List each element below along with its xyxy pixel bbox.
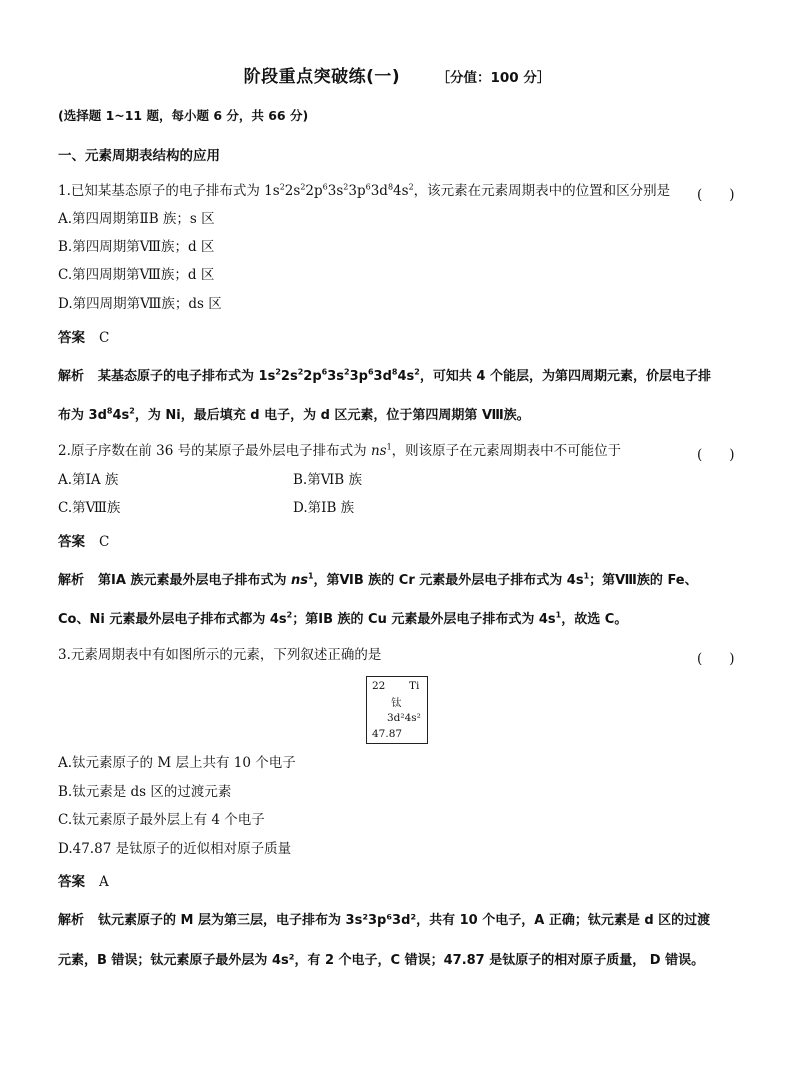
question-2-option-c: C.第Ⅷ族 (58, 500, 121, 516)
question-3-answer: 答案 A (58, 874, 109, 890)
page-title: 阶段重点突破练(一) (243, 67, 401, 87)
question-2-analysis-line-2: Co、Ni 元素最外层电子排布式都为 $4s^2$；第ⅠB 族的 Cu 元素最外层电子排布式为 $4s^1$，故选 C。 (58, 610, 628, 627)
question-2-option-a: A.第ⅠA 族 (58, 472, 119, 488)
question-1-answer: 答案 C (58, 330, 110, 346)
question-2-option-b: B.第ⅥB 族 (293, 472, 363, 488)
section-heading: 一、元素周期表结构的应用 (58, 148, 220, 164)
element-atomic-number: 22 (372, 680, 386, 692)
element-name: 钛 (391, 697, 402, 709)
question-2-answer-blank: ( ) (697, 447, 735, 463)
question-3-answer-blank: ( ) (697, 651, 735, 667)
question-1-option-a: A.第四周期第ⅡB 族；s 区 (58, 211, 215, 227)
instructions-note: (选择题 1~11 题，每小题 6 分，共 66 分) (58, 108, 309, 123)
question-3-option-c: C.钛元素原子最外层上有 4 个电子 (58, 812, 265, 828)
question-1-answer-blank: ( ) (697, 187, 735, 203)
question-1-analysis-line-2: 布为 $3d^84s^2$，为 Ni，最后填充 d 电子，为 d 区元素，位于第四周期第 Ⅷ族。 (58, 406, 530, 423)
question-3-analysis-line-1: 解析 钛元素原子的 M 层为第三层，电子排布为 3s²3p⁶3d²，共有 10 个电子，A 正确；钛元素是 d 区的过渡 (58, 913, 711, 928)
question-3-stem: 3.元素周期表中有如图所示的元素，下列叙述正确的是 (58, 647, 382, 663)
question-2-stem: 2.原子序数在前 36 号的某原子最外层电子排布式为 $ns^1$，则该原子在元素周期表中不可能位于 (58, 442, 622, 459)
element-electron-config: 3d²4s² (387, 712, 421, 724)
question-1-stem: 1.已知某基态原子的电子排布式为 $1s^22s^22p^63s^23p^63d^84s^2$，该元素在元素周期表中的位置和区分别是 (58, 182, 671, 199)
question-3-option-d: D.47.87 是钛原子的近似相对原子质量 (58, 841, 292, 857)
element-atomic-mass: 47.87 (372, 728, 403, 740)
question-2-option-d: D.第ⅠB 族 (293, 500, 355, 516)
question-1-analysis-line-1: 解析 某基态原子的电子排布式为 $1s^22s^22p^63s^23p^63d^84s^2$，可知共 4 个能层，为第四周期元素，价层电子排 (58, 367, 711, 384)
header (0, 62, 794, 87)
element-card-titanium (366, 676, 428, 744)
question-1-option-c: C.第四周期第Ⅷ族；d 区 (58, 267, 215, 283)
question-3-option-b: B.钛元素是 ds 区的过渡元素 (58, 784, 232, 800)
question-2-answer: 答案 C (58, 534, 110, 550)
element-symbol: Ti (409, 680, 420, 692)
question-2-analysis-line-1: 解析 第ⅠA 族元素最外层电子排布式为 $ns^1$，第ⅥB 族的 Cr 元素最外层电子排布式为 $4s^1$；第Ⅷ族的 Fe、 (58, 571, 698, 588)
question-3-analysis-line-2: 元素，B 错误；钛元素原子最外层为 4s²，有 2 个电子，C 错误；47.87 是钛原子的相对原子质量， D 错误。 (58, 953, 705, 968)
question-1-option-d: D.第四周期第Ⅷ族；ds 区 (58, 296, 222, 312)
question-3-option-a: A.钛元素原子的 M 层上共有 10 个电子 (58, 755, 296, 771)
question-1-option-b: B.第四周期第Ⅷ族；d 区 (58, 239, 215, 255)
score-label: ［分值：100 分］ (436, 70, 551, 86)
